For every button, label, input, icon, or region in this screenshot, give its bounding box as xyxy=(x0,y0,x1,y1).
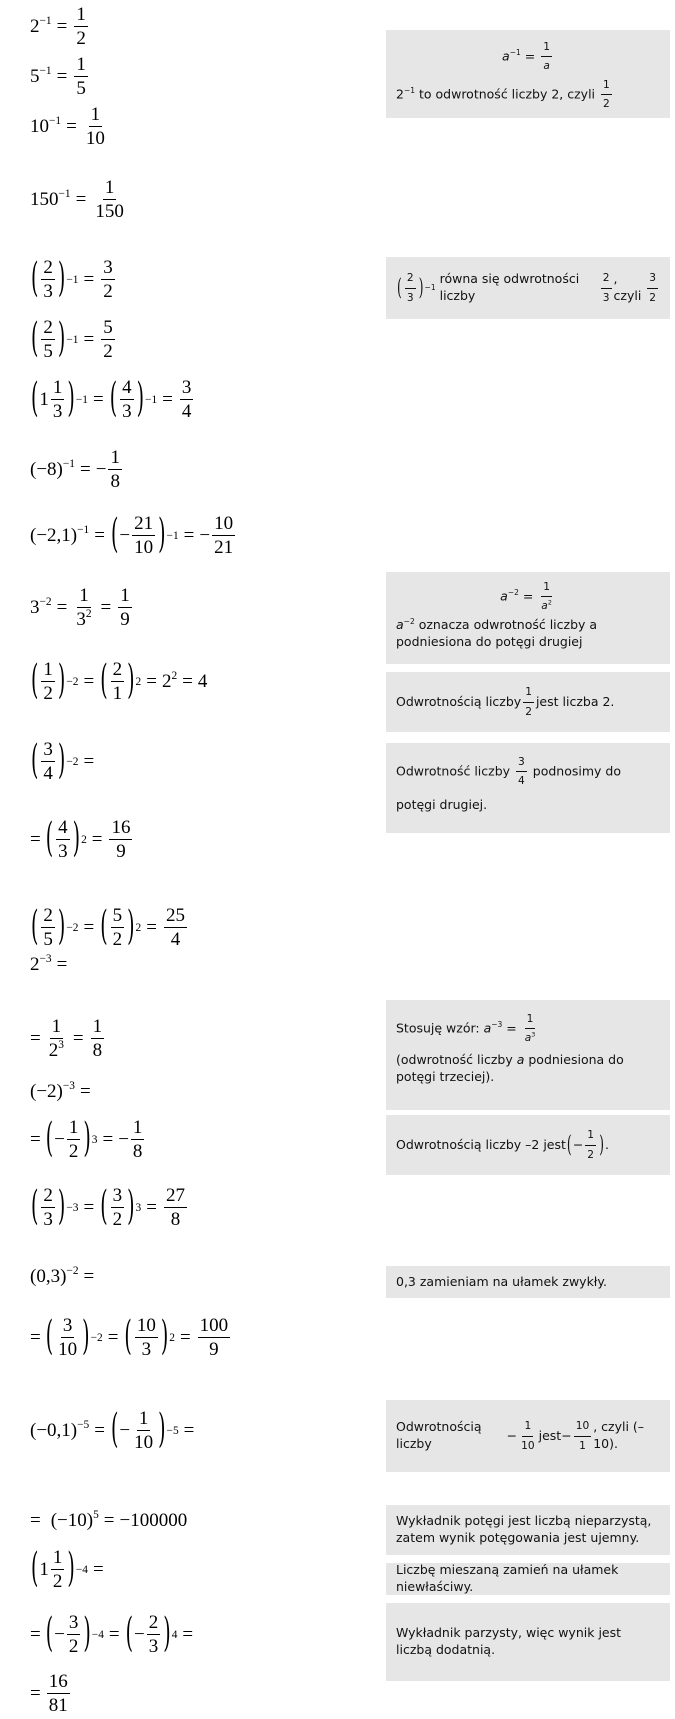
equation-1-2-neg2: ( $\frac{1}{2}$ ) −2 = ( $\frac{2}{1}$ ) 2 = $2^2$ = 4 xyxy=(31,657,208,704)
note-decimal-to-fraction: 0,3 zamieniam na ułamek zwykły. xyxy=(386,1266,670,1298)
equation-neg10-pow5: = $(-10)^5$ = −100000 xyxy=(30,1509,188,1531)
equation-3-10-neg2: = ( $\frac{3}{10}$ ) −2 = ( $\frac{10}{3}$ ) 2 = $\frac{100}{9}$ xyxy=(30,1313,229,1360)
note-half-inverse: Odwrotnością liczby $\frac{1}{2}$ jest liczba 2. xyxy=(386,672,670,732)
equation-neg-8-inv: $(-8)^{-1}$ = − $\frac{1}{8}$ xyxy=(30,447,120,492)
equation-mixed-1-1-2-neg4: ( 1 $\frac{1}{2}$ ) −4 = xyxy=(31,1545,104,1592)
equation-2-5-neg2: ( $\frac{2}{5}$ ) −2 = ( $\frac{5}{2}$ ) 2 = $\frac{25}{4}$ xyxy=(31,903,185,950)
equation-2-5-inv: ( $\frac{2}{5}$ ) −1 = $\frac{5}{2}$ xyxy=(31,315,113,362)
equation-5-inv: $5^{-1}$ = $\frac{1}{5}$ xyxy=(30,54,86,99)
equation-2-3-inv: ( $\frac{2}{3}$ ) −1 = $\frac{3}{2}$ xyxy=(31,255,113,302)
equation-2-neg3: $2^{-3}$ = xyxy=(30,953,68,975)
equation-mixed-1-1-3-inv: ( 1 $\frac{1}{3}$ ) −1 = ( $\frac{4}{3}$ ) −1 = $\frac{3}{4}$ xyxy=(31,375,192,422)
equation-2-inv: $2^{-1}$ = $\frac{1}{2}$ xyxy=(30,4,86,49)
note-inverse-definition: $a^{-1}$ = $\frac{1}{a}$ $2^{-1}$ to odwrotność liczby 2, czyli $\frac{1}{2}$ xyxy=(386,30,670,118)
equation-2-3-neg3: ( $\frac{2}{3}$ ) −3 = ( $\frac{3}{2}$ ) 3 = $\frac{27}{8}$ xyxy=(31,1183,185,1230)
note-neg2-definition: $a^{-2}$ = $\frac{1}{a^2}$ $a^{-2}$ oznacza odwrotność liczby a podniesiona do potęgi drugiej xyxy=(386,572,670,664)
note-neg2-inverse: Odwrotnością liczby –2 jest ( − $\frac{1}{2}$ ) . xyxy=(386,1115,670,1175)
note-neg-tenth-inverse: Odwrotnością liczby − $\frac{1}{10}$ jest − $\frac{10}{1}$ , czyli (–10). xyxy=(386,1400,670,1472)
equation-neg-2-1-inv: $(-2,1)^{-1}$ = ( − $\frac{21}{10}$ ) −1 = − $\frac{10}{21}$ xyxy=(30,511,234,558)
note-neg3-formula: Stosuję wzór: $a^{-3}$ = $\frac{1}{a^3}$ (odwrotność liczby a podniesiona do potęgi trzeciej). xyxy=(386,1000,670,1110)
equation-16-81: = $\frac{16}{81}$ xyxy=(30,1671,68,1716)
equation-1-over-2-cubed: = $\frac{1}{2^3}$ = $\frac{1}{8}$ xyxy=(30,1016,103,1061)
equation-neg2-neg3: $(-2)^{-3}$ = xyxy=(30,1080,91,1102)
equation-neg-half-cubed: = ( − $\frac{1}{2}$ ) 3 = − $\frac{1}{8}$ xyxy=(30,1115,143,1162)
equation-4-3-squared: = ( $\frac{4}{3}$ ) 2 = $\frac{16}{9}$ xyxy=(30,815,131,862)
note-mixed-number: Liczbę mieszaną zamień na ułamek niewłaściwy. xyxy=(386,1563,670,1595)
equation-0-3-neg2: $(0,3)^{-2}$ = xyxy=(30,1265,95,1287)
note-even-exponent: Wykładnik parzysty, więc wynik jest liczbą dodatnią. xyxy=(386,1603,670,1681)
note-3-4-inverse: Odwrotność liczby $\frac{3}{4}$ podnosimy do potęgi drugiej. xyxy=(386,743,670,833)
note-odd-exponent: Wykładnik potęgi jest liczbą nieparzystą, zatem wynik potęgowania jest ujemny. xyxy=(386,1505,670,1555)
equation-neg-0-1-neg5: $(-0,1)^{-5}$ = ( − $\frac{1}{10}$ ) −5 = xyxy=(30,1406,195,1453)
note-2-3-inverse: ( $\frac{2}{3}$ ) −1 równa się odwrotności liczby $\frac{2}{3}$ , czyli $\frac{3}{2}$ xyxy=(386,257,670,319)
equation-3-4-neg2: ( $\frac{3}{4}$ ) −2 = xyxy=(31,737,95,784)
equation-10-inv: $10^{-1}$ = $\frac{1}{10}$ xyxy=(30,104,105,149)
equation-neg-3-2-neg4: = ( − $\frac{3}{2}$ ) −4 = ( − $\frac{2}{3}$ ) 4 = xyxy=(30,1610,194,1657)
equation-150-inv: $150^{-1}$ = $\frac{1}{150}$ xyxy=(30,177,124,222)
equation-3-neg2: $3^{-2}$ = $\frac{1}{3^2}$ = $\frac{1}{9}$ xyxy=(30,585,130,630)
